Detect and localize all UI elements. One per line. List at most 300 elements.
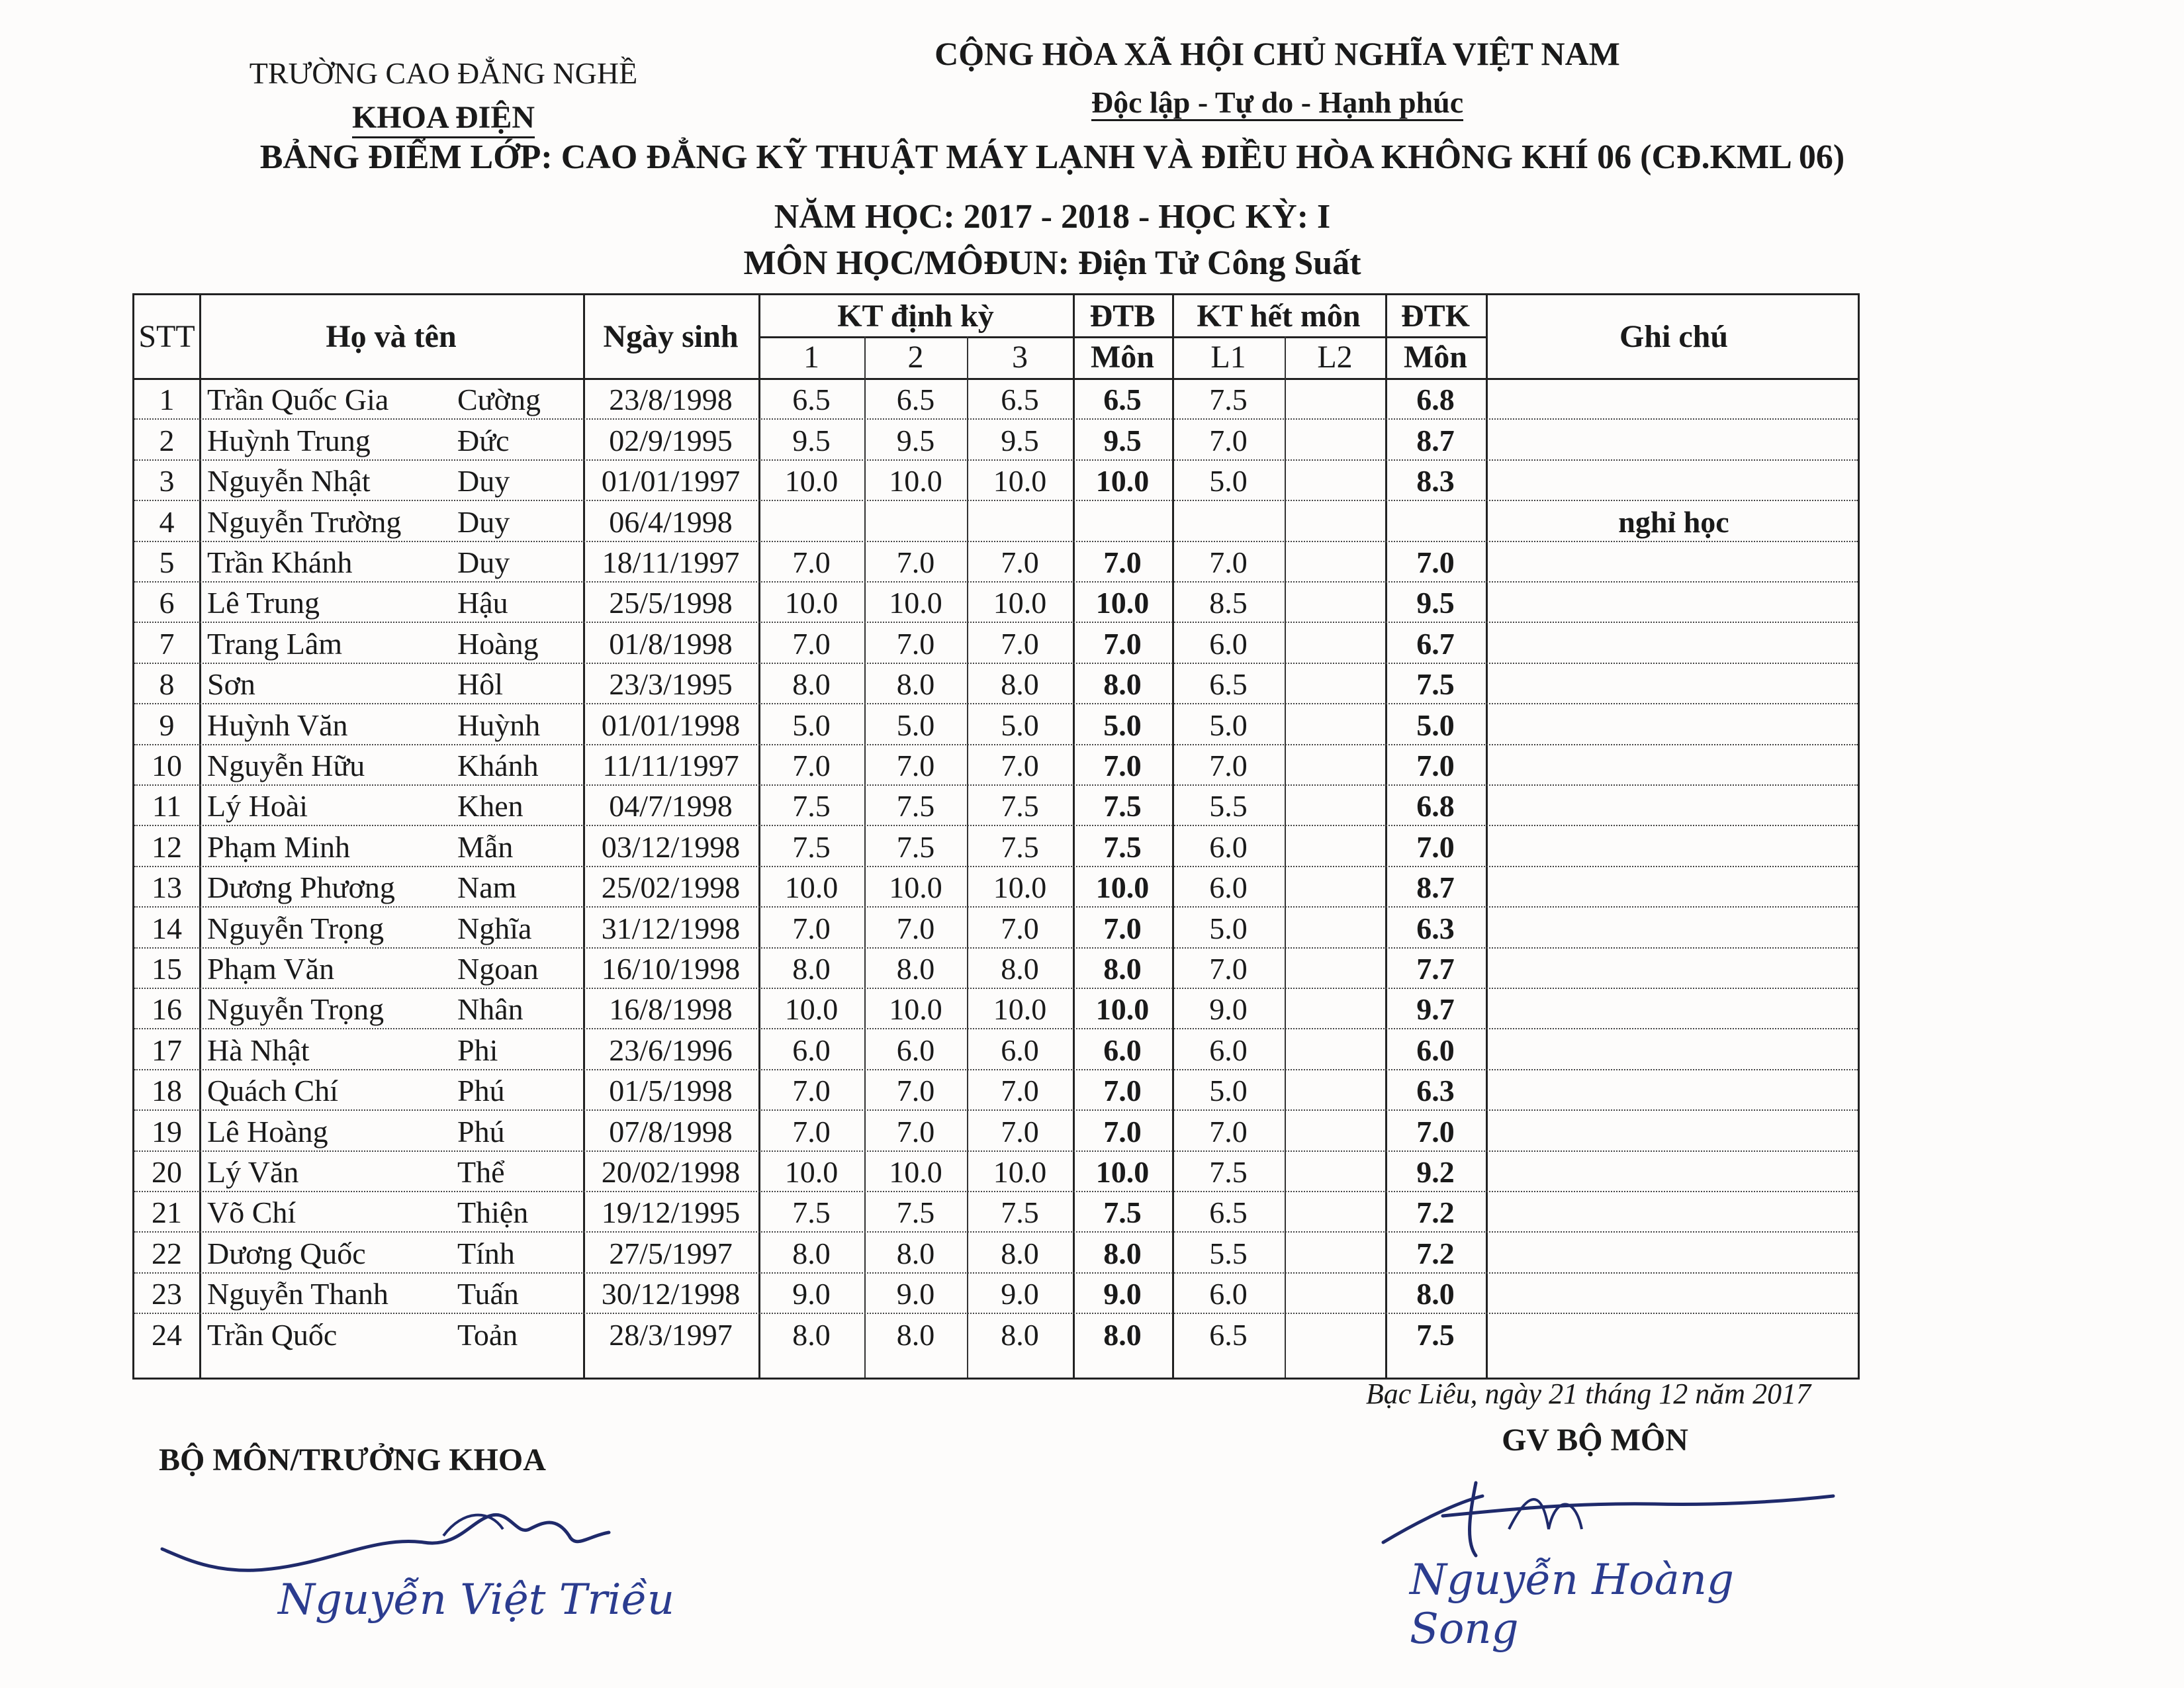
cell-note	[1486, 663, 1862, 703]
cell-last: Dương Quốc	[207, 1236, 366, 1270]
cell-l2	[1285, 581, 1385, 622]
cell-l2	[1285, 500, 1385, 540]
cell-note	[1486, 947, 1862, 988]
cell-stt: 21	[152, 1196, 182, 1230]
cell-first: Ngoan	[457, 951, 539, 986]
cell-k3: 10.0	[993, 586, 1047, 620]
cell-dtb: 8.0	[1103, 1236, 1142, 1270]
cell-note	[1486, 1028, 1862, 1068]
cell-note	[1486, 1109, 1862, 1150]
department-name	[218, 99, 668, 136]
teacher-signature-title: GV BỘ MÔN	[1502, 1423, 1688, 1458]
cell-dtb: 8.0	[1103, 1317, 1142, 1352]
cell-k3: 7.5	[1001, 829, 1039, 864]
cell-dtb: 9.5	[1103, 423, 1142, 457]
header-dtk-sub: Môn	[1404, 340, 1467, 375]
cell-note	[1486, 1069, 1862, 1109]
teacher-signature-icon	[1377, 1476, 1840, 1562]
cell-dtk: 9.7	[1416, 992, 1455, 1027]
cell-l1: 7.0	[1209, 423, 1248, 457]
cell-dtk: 7.7	[1416, 951, 1455, 986]
cell-dtk: 6.0	[1416, 1033, 1455, 1067]
cell-l2	[1285, 1313, 1385, 1353]
cell-dtk: 7.5	[1416, 1317, 1455, 1352]
table-row	[134, 703, 1858, 743]
cell-last: Lê Trung	[207, 586, 320, 620]
cell-stt: 3	[159, 464, 175, 498]
cell-first: Duy	[457, 464, 510, 498]
table-row	[134, 1191, 1858, 1231]
cell-dtb: 7.0	[1103, 1114, 1142, 1149]
head-signature-icon	[159, 1496, 662, 1582]
cell-last: Huỳnh Trung	[207, 423, 371, 457]
cell-k1: 7.0	[792, 626, 831, 661]
cell-note	[1486, 744, 1862, 784]
cell-first: Khen	[457, 789, 523, 823]
department-label: KHOA ĐIỆN	[352, 100, 535, 138]
cell-l2	[1285, 703, 1385, 743]
cell-k3: 6.0	[1001, 1033, 1039, 1067]
cell-l2	[1285, 459, 1385, 500]
cell-dob: 11/11/1997	[602, 748, 739, 782]
cell-l2	[1285, 1272, 1385, 1313]
cell-k1: 7.0	[792, 748, 831, 782]
cell-dtb: 7.0	[1103, 748, 1142, 782]
cell-k3: 5.0	[1001, 708, 1039, 742]
cell-l2	[1285, 906, 1385, 947]
cell-note	[1486, 906, 1862, 947]
cell-dtb: 10.0	[1095, 464, 1150, 498]
cell-stt: 24	[152, 1317, 182, 1352]
cell-l2	[1285, 947, 1385, 988]
cell-stt: 2	[159, 423, 175, 457]
cell-last: Trang Lâm	[207, 626, 343, 661]
cell-first: Nghĩa	[457, 911, 532, 945]
cell-first: Hoàng	[457, 626, 539, 661]
cell-stt: 1	[159, 383, 175, 417]
cell-dob: 01/01/1997	[601, 464, 741, 498]
cell-note	[1486, 418, 1862, 459]
cell-first: Cường	[457, 383, 541, 417]
cell-k3: 7.0	[1001, 911, 1039, 945]
table-row	[134, 622, 1858, 662]
cell-dtk	[1385, 500, 1486, 540]
cell-k1: 10.0	[784, 586, 839, 620]
cell-dtb: 7.0	[1103, 545, 1142, 579]
cell-dob: 01/8/1998	[609, 626, 733, 661]
cell-k2: 10.0	[889, 870, 942, 905]
cell-stt: 9	[159, 708, 175, 742]
table-row	[134, 906, 1858, 947]
table-row	[134, 784, 1858, 825]
cell-k1: 8.0	[792, 951, 831, 986]
cell-k3: 7.0	[1001, 1114, 1039, 1149]
cell-dob: 19/12/1995	[601, 1196, 741, 1230]
cell-k2	[864, 500, 967, 540]
cell-k1: 6.0	[792, 1033, 831, 1067]
table-row	[134, 378, 1858, 418]
cell-k2: 8.0	[896, 1236, 935, 1270]
cell-dob: 28/3/1997	[609, 1317, 733, 1352]
cell-l1: 6.5	[1209, 1196, 1248, 1230]
grade-table	[132, 293, 1860, 1380]
cell-dob: 16/8/1998	[609, 992, 733, 1027]
cell-note	[1486, 1150, 1862, 1191]
cell-l1: 7.0	[1209, 545, 1248, 579]
cell-note: nghỉ học	[1618, 504, 1729, 539]
cell-stt: 18	[152, 1074, 182, 1108]
cell-l2	[1285, 1191, 1385, 1231]
header-divider	[1073, 336, 1486, 338]
cell-dob: 27/5/1997	[609, 1236, 733, 1270]
cell-dtk: 7.5	[1416, 667, 1455, 702]
cell-note	[1486, 378, 1862, 418]
cell-first: Nhân	[457, 992, 523, 1027]
cell-last: Nguyễn Trọng	[207, 992, 385, 1027]
cell-dob: 25/5/1998	[609, 586, 733, 620]
cell-first: Tính	[457, 1236, 515, 1270]
cell-l1: 6.0	[1209, 829, 1248, 864]
table-row	[134, 744, 1858, 784]
cell-note	[1486, 1231, 1862, 1272]
cell-l2	[1285, 378, 1385, 418]
cell-last: Phạm Văn	[207, 951, 335, 986]
cell-l1: 6.0	[1209, 626, 1248, 661]
cell-k3: 7.5	[1001, 789, 1039, 823]
cell-k3: 6.5	[1001, 383, 1039, 417]
cell-dtb: 9.0	[1103, 1277, 1142, 1311]
cell-last: Dương Phương	[207, 870, 395, 905]
cell-k1: 9.0	[792, 1277, 831, 1311]
cell-k1: 7.0	[792, 1114, 831, 1149]
cell-l1: 5.5	[1209, 789, 1248, 823]
cell-k3: 8.0	[1001, 667, 1039, 702]
table-row	[134, 866, 1858, 906]
cell-k3: 7.5	[1001, 1196, 1039, 1230]
header-dtk: ĐTK	[1400, 298, 1470, 334]
cell-k2: 6.5	[896, 383, 935, 417]
cell-k3	[967, 500, 1073, 540]
cell-k3: 8.0	[1001, 951, 1039, 986]
cell-k3: 10.0	[993, 1154, 1047, 1189]
cell-dtb: 5.0	[1103, 708, 1142, 742]
header-l1: L1	[1210, 340, 1246, 375]
cell-l1: 7.5	[1209, 383, 1248, 417]
cell-dtk: 7.0	[1416, 1114, 1455, 1149]
cell-last: Nguyễn Trường	[207, 504, 402, 539]
cell-dtk: 9.2	[1416, 1154, 1455, 1189]
cell-dtb: 7.0	[1103, 1074, 1142, 1108]
cell-l2	[1285, 825, 1385, 865]
header-note: Ghi chú	[1619, 319, 1729, 354]
table-row	[134, 988, 1858, 1028]
header-periodic-1: 1	[803, 340, 819, 375]
cell-dtb: 10.0	[1095, 870, 1150, 905]
head-signature-name: Nguyễn Việt Triều	[278, 1575, 675, 1624]
cell-dtb: 10.0	[1095, 586, 1150, 620]
cell-dob: 23/6/1996	[609, 1033, 733, 1067]
cell-first: Huỳnh	[457, 708, 541, 742]
cell-stt: 6	[159, 586, 175, 620]
header-dob: Ngày sinh	[603, 319, 739, 354]
cell-k1: 8.0	[792, 1317, 831, 1352]
header-stt: STT	[138, 319, 195, 354]
cell-l1: 6.0	[1209, 870, 1248, 905]
cell-dtb: 8.0	[1103, 667, 1142, 702]
cell-dob: 18/11/1997	[602, 545, 740, 579]
header-dtb-sub: Môn	[1091, 340, 1154, 375]
cell-k2: 7.5	[896, 829, 935, 864]
cell-k3: 9.5	[1001, 423, 1039, 457]
cell-k1	[758, 500, 864, 540]
national-motto	[887, 85, 1668, 120]
cell-dtk: 7.0	[1416, 545, 1455, 579]
cell-dtk: 6.8	[1416, 383, 1455, 417]
cell-k1: 10.0	[784, 992, 839, 1027]
cell-k3: 9.0	[1001, 1277, 1039, 1311]
cell-dob: 20/02/1998	[601, 1154, 741, 1189]
cell-k1: 7.5	[792, 789, 831, 823]
cell-k2: 8.0	[896, 951, 935, 986]
cell-k1: 6.5	[792, 383, 831, 417]
cell-l1: 5.0	[1209, 464, 1248, 498]
cell-k2: 5.0	[896, 708, 935, 742]
cell-dob: 03/12/1998	[601, 829, 741, 864]
cell-k1: 8.0	[792, 1236, 831, 1270]
cell-k2: 6.0	[896, 1033, 935, 1067]
cell-l1: 7.5	[1209, 1154, 1248, 1189]
cell-l2	[1285, 1069, 1385, 1109]
cell-dob: 23/8/1998	[609, 383, 733, 417]
cell-k2: 10.0	[889, 464, 942, 498]
cell-k2: 7.5	[896, 1196, 935, 1230]
cell-stt: 12	[152, 829, 182, 864]
academic-year: NĂM HỌC: 2017 - 2018 - HỌC KỲ: I	[774, 198, 1331, 236]
cell-dob: 30/12/1998	[601, 1277, 741, 1311]
cell-stt: 7	[159, 626, 175, 661]
cell-k2: 9.0	[896, 1277, 935, 1311]
table-row	[134, 1028, 1858, 1068]
cell-first: Hôl	[457, 667, 503, 702]
cell-dob: 16/10/1998	[601, 951, 741, 986]
cell-note	[1486, 1313, 1862, 1353]
cell-note	[1486, 866, 1862, 906]
cell-l2	[1285, 866, 1385, 906]
cell-stt: 14	[152, 911, 182, 945]
header-periodic: KT định kỳ	[837, 298, 994, 334]
cell-k3: 7.0	[1001, 1074, 1039, 1108]
document-title: BẢNG ĐIỂM LỚP: CAO ĐẲNG KỸ THUẬT MÁY LẠNH VÀ ĐIỀU HÒA KHÔNG KHÍ 06 (CĐ.KML 06)	[259, 138, 1845, 176]
cell-l2	[1285, 988, 1385, 1028]
cell-l2	[1285, 1231, 1385, 1272]
cell-dtk: 5.0	[1416, 708, 1455, 742]
school-name: TRƯỜNG CAO ĐẲNG NGHỀ	[249, 56, 638, 90]
cell-first: Thiện	[457, 1196, 529, 1230]
cell-dtk: 8.7	[1416, 870, 1455, 905]
cell-note	[1486, 622, 1862, 662]
cell-first: Phú	[457, 1074, 505, 1108]
cell-k1: 7.5	[792, 1196, 831, 1230]
table-row	[134, 1109, 1858, 1150]
cell-stt: 23	[152, 1277, 182, 1311]
cell-k1: 7.0	[792, 545, 831, 579]
cell-k3: 10.0	[993, 992, 1047, 1027]
cell-dtk: 6.3	[1416, 1074, 1455, 1108]
cell-k3: 10.0	[993, 870, 1047, 905]
cell-note	[1486, 703, 1862, 743]
cell-l1: 7.0	[1209, 951, 1248, 986]
cell-dob: 01/5/1998	[609, 1074, 733, 1108]
cell-note	[1486, 825, 1862, 865]
cell-first: Mẫn	[457, 829, 514, 864]
table-row	[134, 581, 1858, 622]
cell-dtk: 6.7	[1416, 626, 1455, 661]
table-row	[134, 459, 1858, 500]
cell-first: Khánh	[457, 748, 539, 782]
cell-last: Lý Văn	[207, 1154, 299, 1189]
cell-last: Nguyễn Trọng	[207, 911, 385, 945]
cell-dob: 23/3/1995	[609, 667, 733, 702]
cell-k2: 10.0	[889, 1154, 942, 1189]
cell-l2	[1285, 622, 1385, 662]
cell-last: Võ Chí	[207, 1196, 296, 1230]
cell-stt: 4	[159, 504, 175, 539]
cell-dtk: 7.2	[1416, 1196, 1455, 1230]
cell-stt: 11	[152, 789, 182, 823]
cell-last: Huỳnh Văn	[207, 708, 348, 742]
table-row	[134, 825, 1858, 865]
cell-k3: 7.0	[1001, 626, 1039, 661]
cell-first: Phú	[457, 1114, 505, 1149]
cell-l2	[1285, 418, 1385, 459]
cell-l2	[1285, 541, 1385, 581]
cell-dtk: 9.5	[1416, 586, 1455, 620]
cell-k1: 10.0	[784, 1154, 839, 1189]
cell-l2	[1285, 744, 1385, 784]
table-row	[134, 418, 1858, 459]
cell-dob: 06/4/1998	[609, 504, 733, 539]
cell-k2: 9.5	[896, 423, 935, 457]
cell-dtb: 7.5	[1103, 1196, 1142, 1230]
header-periodic-2: 2	[907, 340, 924, 375]
cell-k3: 8.0	[1001, 1317, 1039, 1352]
cell-l1: 6.5	[1209, 667, 1248, 702]
cell-l1: 9.0	[1209, 992, 1248, 1027]
cell-stt: 22	[152, 1236, 182, 1270]
cell-dtb: 8.0	[1103, 951, 1142, 986]
cell-k2: 7.0	[896, 626, 935, 661]
cell-note	[1486, 988, 1862, 1028]
cell-first: Hậu	[457, 586, 508, 620]
cell-k2: 7.0	[896, 748, 935, 782]
cell-dob: 02/9/1995	[609, 423, 733, 457]
cell-l1: 5.0	[1209, 911, 1248, 945]
header-periodic-3: 3	[1012, 340, 1028, 375]
cell-l1: 5.0	[1209, 1074, 1248, 1108]
cell-first: Thể	[457, 1154, 505, 1189]
cell-l1: 5.0	[1209, 708, 1248, 742]
cell-first: Nam	[457, 870, 517, 905]
cell-k2: 10.0	[889, 586, 942, 620]
cell-last: Lê Hoàng	[207, 1114, 328, 1149]
header-final: KT hết môn	[1197, 298, 1361, 334]
cell-k2: 10.0	[889, 992, 942, 1027]
cell-k1: 7.0	[792, 911, 831, 945]
cell-k1: 7.0	[792, 1074, 831, 1108]
cell-dtk: 6.8	[1416, 789, 1455, 823]
cell-last: Nguyễn Thanh	[207, 1277, 388, 1311]
table-row	[134, 1150, 1858, 1191]
cell-k2: 7.0	[896, 545, 935, 579]
cell-stt: 16	[152, 992, 182, 1027]
cell-last: Trần Khánh	[207, 545, 353, 579]
head-signature-title: BỘ MÔN/TRƯỞNG KHOA	[159, 1442, 546, 1477]
cell-dtb: 7.5	[1103, 829, 1142, 864]
cell-note	[1486, 459, 1862, 500]
cell-l2	[1285, 1028, 1385, 1068]
header-divider	[758, 336, 1073, 338]
cell-k2: 8.0	[896, 667, 935, 702]
cell-dtk: 6.3	[1416, 911, 1455, 945]
cell-k1: 9.5	[792, 423, 831, 457]
cell-stt: 5	[159, 545, 175, 579]
cell-first: Toản	[457, 1317, 518, 1352]
cell-k3: 7.0	[1001, 545, 1039, 579]
cell-l1: 6.0	[1209, 1033, 1248, 1067]
cell-dtk: 7.0	[1416, 748, 1455, 782]
cell-dob: 07/8/1998	[609, 1114, 733, 1149]
cell-dtb: 6.0	[1103, 1033, 1142, 1067]
cell-l1	[1172, 500, 1285, 540]
cell-stt: 17	[152, 1033, 182, 1067]
teacher-signature-name: Nguyễn Hoàng Song	[1410, 1556, 1734, 1654]
cell-dob: 25/02/1998	[601, 870, 741, 905]
cell-stt: 13	[152, 870, 182, 905]
cell-first: Tuấn	[457, 1277, 519, 1311]
cell-note	[1486, 784, 1862, 825]
cell-dtk: 8.0	[1416, 1277, 1455, 1311]
cell-dtb: 7.0	[1103, 911, 1142, 945]
cell-note	[1486, 581, 1862, 622]
cell-dtk: 8.3	[1416, 464, 1455, 498]
cell-l2	[1285, 784, 1385, 825]
header-l2: L2	[1317, 340, 1353, 375]
table-row	[134, 1069, 1858, 1109]
cell-note	[1486, 541, 1862, 581]
cell-l2	[1285, 663, 1385, 703]
cell-k3: 7.0	[1001, 748, 1039, 782]
cell-last: Lý Hoài	[207, 789, 308, 823]
cell-k2: 7.0	[896, 911, 935, 945]
cell-dtb: 7.0	[1103, 626, 1142, 661]
cell-dob: 04/7/1998	[609, 789, 733, 823]
cell-last: Nguyễn Nhật	[207, 464, 371, 498]
cell-l1: 6.0	[1209, 1277, 1248, 1311]
cell-l1: 7.0	[1209, 1114, 1248, 1149]
cell-stt: 20	[152, 1154, 182, 1189]
cell-l1: 7.0	[1209, 748, 1248, 782]
cell-l1: 5.5	[1209, 1236, 1248, 1270]
motto-label: Độc lập - Tự do - Hạnh phúc	[1091, 85, 1463, 121]
cell-stt: 19	[152, 1114, 182, 1149]
cell-dtb: 6.5	[1103, 383, 1142, 417]
cell-l2	[1285, 1150, 1385, 1191]
cell-first: Duy	[457, 504, 510, 539]
cell-k3: 8.0	[1001, 1236, 1039, 1270]
cell-stt: 10	[152, 748, 182, 782]
cell-note	[1486, 1191, 1862, 1231]
cell-first: Đức	[457, 423, 510, 457]
